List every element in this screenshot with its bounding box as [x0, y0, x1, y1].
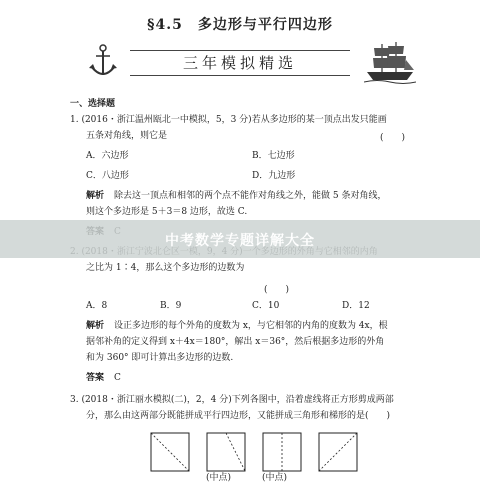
q1-option-a: A．六边形	[86, 151, 129, 161]
figure-c-label: (中点)	[262, 473, 288, 483]
figure-d	[318, 432, 358, 472]
q3-stem-line1: 3. (2018・浙江丽水模拟(二)，2，4 分)下列各图中，沿着虚线将正方形剪成两部	[70, 395, 394, 405]
figure-c	[262, 432, 302, 472]
q2-option-d: D．12	[342, 301, 370, 311]
anchor-icon	[88, 44, 118, 80]
q1-stem-line2: 五条对角线，则它是	[86, 131, 168, 141]
series-banner: 三年模拟精选	[130, 50, 350, 76]
q3-figures	[150, 432, 450, 480]
figure-b	[206, 432, 246, 472]
q1-option-d: D．九边形	[252, 171, 296, 181]
q2-option-c: C．10	[252, 301, 280, 311]
q2-answer: C	[114, 373, 121, 383]
q2-stem-line2: 之比为 1∶4，那么这个多边形的边数为	[86, 263, 245, 273]
sailing-ship-icon	[364, 40, 416, 84]
q1-option-c: C．八边形	[86, 171, 129, 181]
q1-explanation-line1: 除去这一顶点和相邻的两个点不能作对角线之外，能做 5 条对角线，	[114, 191, 387, 201]
section-title: §4.5 多边形与平行四边形	[147, 17, 333, 33]
q1-option-b: B．七边形	[252, 151, 295, 161]
q1-explanation-label: 解析	[86, 191, 105, 201]
q2-explanation-line2: 据邻补角的定义得到 x＋4x＝180°，解出 x＝36°，然后根据多边形的外角	[86, 337, 385, 347]
page-header	[0, 0, 480, 92]
watermark-banner	[0, 220, 480, 258]
q3-stem-line2: 分，那么由这两部分既能拼成平行四边形，又能拼成三角形和梯形的是( )	[86, 411, 391, 421]
figure-b-label: (中点)	[206, 473, 232, 483]
section-heading: 一、选择题	[70, 99, 116, 109]
q2-answer-label: 答案	[86, 373, 105, 383]
q2-answer-paren: ( )	[264, 285, 290, 295]
q2-explanation-line3: 和为 360° 即可计算出多边形的边数.	[86, 353, 234, 363]
q1-explanation-line2: 则这个多边形是 5＋3＝8 边形，故选 C.	[86, 207, 248, 217]
q1-answer-paren: ( )	[380, 133, 406, 143]
q2-explanation-line1: 设正多边形的每个外角的度数为 x，与它相邻的内角的度数为 4x，根	[114, 321, 388, 331]
watermark-text: 中考数学专题详解大全	[165, 233, 315, 249]
q2-option-a: A．8	[86, 301, 108, 311]
q2-option-b: B．9	[160, 301, 182, 311]
q2-explanation-label: 解析	[86, 321, 105, 331]
figure-a	[150, 432, 190, 472]
q1-stem-line1: 1. (2016・浙江温州瓯北一中模拟，5，3 分)若从多边形的某一顶点出发只能画	[70, 115, 387, 125]
